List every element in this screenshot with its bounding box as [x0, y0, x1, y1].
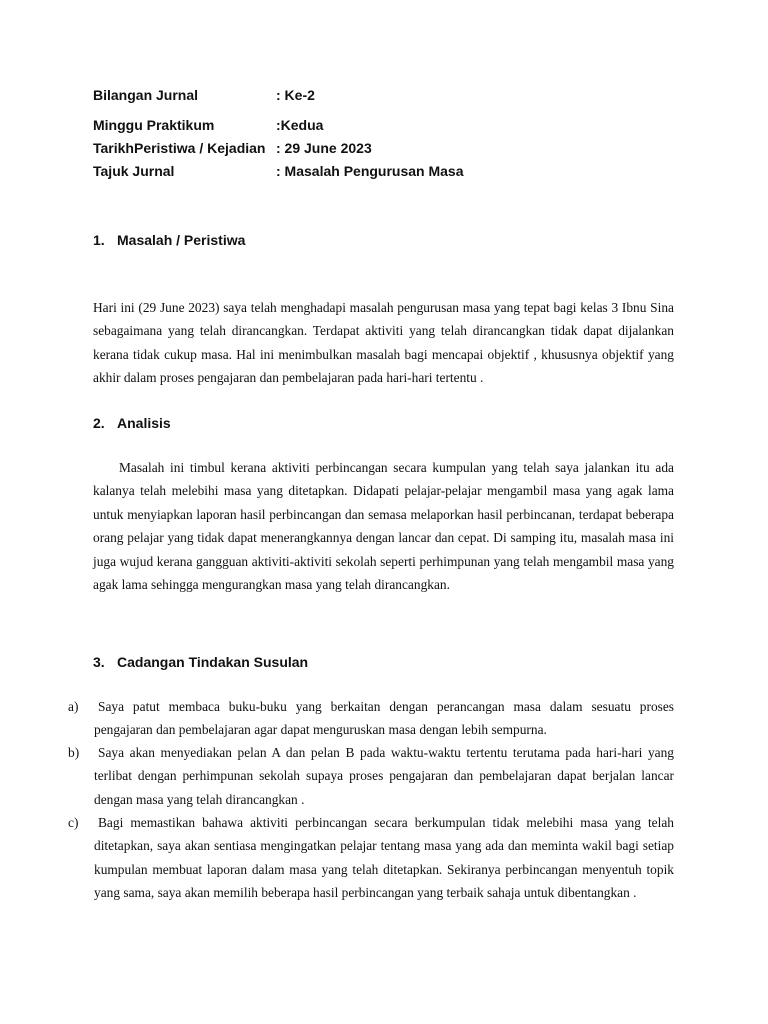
section-1-heading [93, 230, 245, 250]
section-3-number: 3. [93, 654, 105, 670]
section-3-title: Cadangan Tindakan Susulan [117, 654, 309, 670]
section-2-title: Analisis [117, 415, 171, 431]
list-item-marker: c) [68, 815, 79, 830]
section-3-heading [93, 652, 308, 672]
journal-title-label: Tajuk Jurnal [93, 163, 175, 179]
section-1-paragraph: Hari ini (29 June 2023) saya telah menghadapi masalah pengurusan masa yang tepat bagi kelas 3 Ibnu Sina sebagaimana yang telah dirancangkan. Terdapat aktiviti yang telah dirancangkan tidak dapat dijalankan kerana tidak cukup masa. Hal ini menimbulkan masalah bagi mencapai objektif , khususnya objektif yang akhir dalam proses pengajaran dan pembelajaran pada hari-hari tertentu . [93, 300, 674, 386]
list-item-text: Saya akan menyediakan pelan A dan pelan B pada waktu-waktu tertentu terutama pada hari-hari yang terlibat dengan perhimpunan sekolah supaya proses pengajaran dan pembelajaran dapat berjalan lancar dengan masa yang telah dirancangkan . [94, 745, 674, 807]
journal-number-value: : Ke-2 [276, 87, 315, 103]
list-item [68, 741, 674, 811]
practicum-week-value: :Kedua [276, 117, 324, 133]
list-item-marker: b) [68, 745, 80, 760]
list-item [68, 695, 674, 742]
section-1-number: 1. [93, 232, 105, 248]
practicum-week-label: Minggu Praktikum [93, 117, 215, 133]
event-date-label: TarikhPeristiwa / Kejadian [93, 140, 266, 156]
list-item [68, 811, 674, 905]
section-2-number: 2. [93, 415, 105, 431]
list-item-text: Saya patut membaca buku-buku yang berkaitan dengan perancangan masa dalam sesuatu proses pengajaran dan pembelajaran agar dapat menguruskan masa dengan lebih sempurna. [94, 699, 674, 738]
section-1-title: Masalah / Peristiwa [117, 232, 246, 248]
journal-title-value: : Masalah Pengurusan Masa [276, 163, 464, 179]
section-2-paragraph: Masalah ini timbul kerana aktiviti perbincangan secara kumpulan yang telah saya jalankan itu ada kalanya telah melebihi masa yang ditetapkan. Didapati pelajar-pelajar mengambil masa yang agak lama untuk menyiapkan laporan hasil perbincangan dan semasa melaporkan hasil perbincanan, terdapat beberapa orang pelajar yang tidak dapat menerangkannya dengan lancar dan cepat. Di samping itu, masalah masa ini juga wujud kerana gangguan aktiviti-aktiviti sekolah seperti perhimpunan yang telah mengambil masa yang agak lama sehingga mengurangkan masa yang telah dirancangkan. [93, 460, 674, 593]
list-item-marker: a) [68, 699, 79, 714]
journal-number-label: Bilangan Jurnal [93, 87, 199, 103]
event-date-value: : 29 June 2023 [276, 140, 372, 156]
section-2-heading [93, 413, 171, 433]
list-item-text: Bagi memastikan bahawa aktiviti perbincangan secara berkumpulan tidak melebihi masa yang telah ditetapkan, saya akan sentiasa mengingatkan pelajar tentang masa yang ada dan meminta wakil bagi setiap kumpulan membuat laporan dalam masa yang telah ditetapkan. Sekiranya perbincangan menyentuh topik yang sama, saya akan memilih beberapa hasil perbincangan yang terbaik sahaja untuk dibentangkan . [94, 815, 674, 901]
